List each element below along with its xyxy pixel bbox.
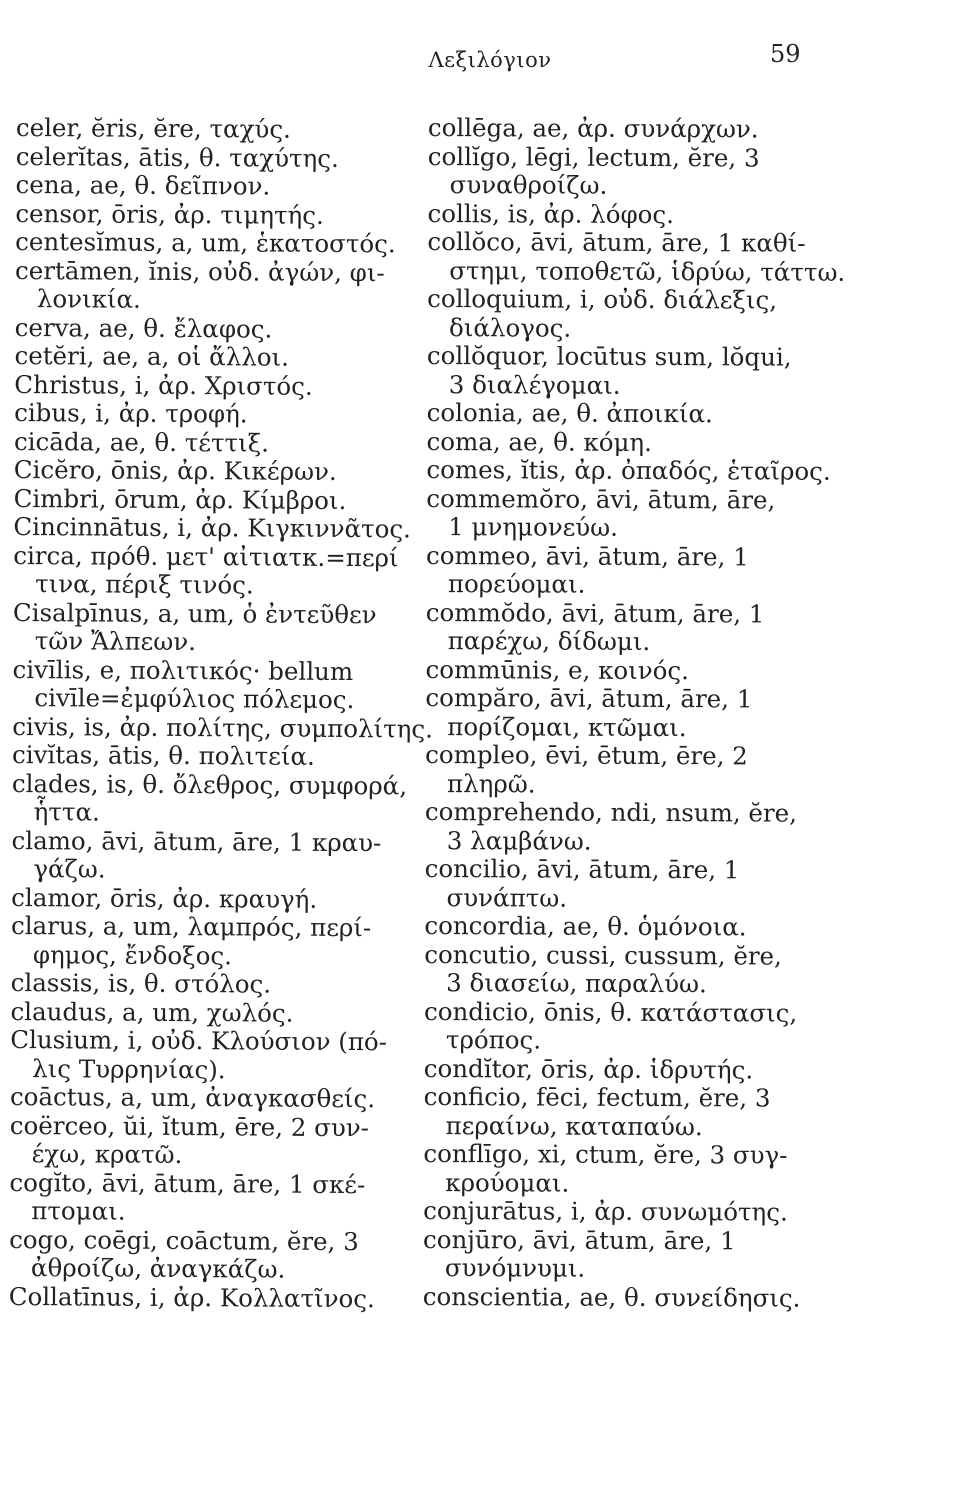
entry-line: classis, is, θ. στόλος. [10,967,272,999]
entry-line: cogĭto, āvi, ātum, āre, 1 σκέ- [9,1167,366,1199]
entry-continuation-line: παρέχω, δίδωμι. [447,626,651,656]
entry-continuation-line: φημος, ἔνδοξος. [32,939,233,970]
entry-line: comes, ĭtis, ἀρ. ὀπαδός, ἑταῖρος. [426,454,831,486]
entry-line: coërceo, ŭi, ĭtum, ēre, 2 συν- [9,1110,370,1142]
entry-line: colonia, ae, θ. ἀποικία. [426,397,713,429]
entry-line: coāctus, a, um, ἀναγκασθείς. [9,1081,376,1114]
entry-line: commūnis, e, κοινός. [425,654,690,685]
entry-line: clarus, a, um, λαμπρός, περί- [10,910,372,943]
entry-continuation-line: στημι, τοποθετῶ, ἱδρύω, τάττω. [449,255,846,287]
entry-line: cena, ae, θ. δεῖπνον. [15,169,271,201]
entry-continuation-line: πληρῶ. [447,768,536,798]
entry-line: comprehendo, ndi, nsum, ĕre, [424,796,798,828]
right-column [423,114,878,1313]
entry-line: collŏco, āvi, ātum, āre, 1 καθί- [427,226,806,258]
entry-continuation-line: πορεύομαι. [447,569,586,599]
entry-line: commeo, āvi, ātum, āre, 1 [426,540,749,571]
running-title: Λεξιλόγιον [428,48,552,72]
entry-continuation-line: περαίνω, καταπαύω. [445,1110,703,1141]
entry-line: collŏquor, locūtus sum, lŏqui, [426,340,792,372]
entry-line: colloquium, i, οὐδ. διάλεξις, [427,283,778,315]
entry-continuation-line: 3 λαμβάνω. [446,825,592,856]
entry-continuation-line: πορίζομαι, κτῶμαι. [447,711,687,742]
entry-line: Cincinnātus, i, ἀρ. Κιγκιννᾶτος. [13,511,411,544]
entry-line: concutio, cussi, cussum, ĕre, [424,939,782,971]
entry-continuation-line: 3 διασείω, παραλύω. [446,968,707,999]
entry-line: clamo, āvi, ātum, āre, 1 κραυ- [11,825,382,857]
entry-line: celer, ĕris, ĕre, ταχύς. [15,113,291,144]
entry-continuation-line: γάζω. [33,854,106,884]
entry-continuation-line: έχω, κρατῶ. [31,1139,183,1170]
entry-line: compăro, āvi, ātum, āre, 1 [425,682,753,714]
entry-line: cibus, i, ἀρ. τροφή. [14,397,248,429]
entry-line: conflīgo, xi, ctum, ĕre, 3 συγ- [423,1138,788,1170]
entry-continuation-line: συναθροίζω. [449,170,608,200]
entry-line: conjurātus, i, ἀρ. συνωμότης. [423,1195,788,1227]
entry-line: civĭtas, ātis, θ. πολιτεία. [11,739,315,771]
entry-line: Collatīnus, i, ἀρ. Κολλατῖνος. [8,1281,375,1313]
entry-continuation-line: ἀθροίζω, ἀναγκάζω. [30,1253,286,1284]
entry-continuation-line: 1 μνημονεύω. [448,512,619,542]
entry-line: Christus, i, ἀρ. Χριστός. [14,369,313,401]
entry-line: cicāda, ae, θ. τέττιξ. [13,426,270,458]
entry-line: compleo, ēvi, ētum, ēre, 2 [425,739,748,771]
entry-line: Cimbri, ōrum, ἀρ. Κίμβροι. [13,483,347,515]
entry-line: concilio, āvi, ātum, āre, 1 [424,853,740,885]
entry-line: cogo, coēgi, coāctum, ĕre, 3 [9,1224,359,1256]
entry-line: cetĕri, ae, a, οἱ ἄλλοι. [14,340,290,372]
page-number: 59 [770,40,801,68]
entry-line: collĭgo, lēgi, lectum, ĕre, 3 [427,141,760,172]
entry-line: Cicĕro, ōnis, ἀρ. Κικέρων. [13,454,337,486]
entry-line: certāmen, ĭnis, οὐδ. ἀγών, φι- [14,255,385,287]
entry-line: centesĭmus, a, um, ἑκατοστός. [15,226,396,259]
entry-line: coma, ae, θ. κόμη. [426,426,652,457]
entry-line: collēga, ae, ἀρ. συνάρχων. [427,113,759,144]
entry-continuation-line: πτομαι. [31,1196,126,1226]
entry-continuation-line: τρόπος. [445,1025,542,1055]
left-column [9,114,456,1314]
entry-continuation-line: συνόμνυμι. [444,1253,586,1283]
entry-line: condĭtor, ōris, ἀρ. ἱδρυτής. [423,1053,754,1084]
entry-line: conscientia, ae, θ. συνείδησις. [422,1281,801,1313]
entry-line: Cisalpīnus, a, um, ὁ ἐντεῦθεν [12,597,377,629]
entry-line: censor, ōris, ἀρ. τιμητής. [15,198,324,230]
entry-continuation-line: τινα, πέριξ τινός. [35,569,254,600]
entry-line: conjūro, āvi, ātum, āre, 1 [423,1224,736,1255]
entry-continuation-line: κρούομαι. [445,1167,570,1198]
entry-line: civis, is, ἀρ. πολίτης, συμπολίτης. [12,711,434,744]
entry-line: condicio, ōnis, θ. κατάστασις, [424,996,798,1028]
entry-continuation-line: συνάπτω. [446,882,568,913]
entry-line: commŏdo, āvi, ātum, āre, 1 [425,597,765,628]
entry-continuation-line: 3 διαλέγομαι. [448,369,621,400]
entry-line: concordia, ae, θ. ὁμόνοια. [424,910,747,942]
entry-line: cerva, ae, θ. ἔλαφος. [14,312,273,344]
entry-continuation-line: λονικία. [36,284,141,314]
entry-line: civīlis, e, πολιτικός· bellum [12,654,354,686]
entry-line: circa, πρόθ. μετ' αἰτιατκ.=περί [13,540,399,572]
entry-line: celerĭtas, ātis, θ. ταχύτης. [15,141,339,173]
entry-line: commemŏro, āvi, ātum, āre, [426,483,776,515]
entry-continuation-line: λις Τυρρηνίας). [32,1053,226,1084]
entry-line: Clusium, i, οὐδ. Κλούσιον (πό- [10,1024,388,1057]
entry-line: clamor, ōris, ἀρ. κραυγή. [11,882,318,914]
entry-line: collis, is, ἀρ. λόφος. [427,198,674,229]
entry-continuation-line: ἧττα. [33,797,100,827]
entry-continuation-line: τῶν Ἄλπεων. [34,626,197,657]
entry-continuation-line: civīle=ἐμφύλιος πόλεμος. [34,683,355,715]
entry-line: conficio, fēci, fectum, ĕre, 3 [423,1081,771,1113]
entry-line: claudus, a, um, χωλός. [10,996,294,1028]
entry-line: clades, is, θ. ὄλεθρος, συμφορά, [11,768,408,800]
entry-continuation-line: διάλογος. [449,312,572,343]
